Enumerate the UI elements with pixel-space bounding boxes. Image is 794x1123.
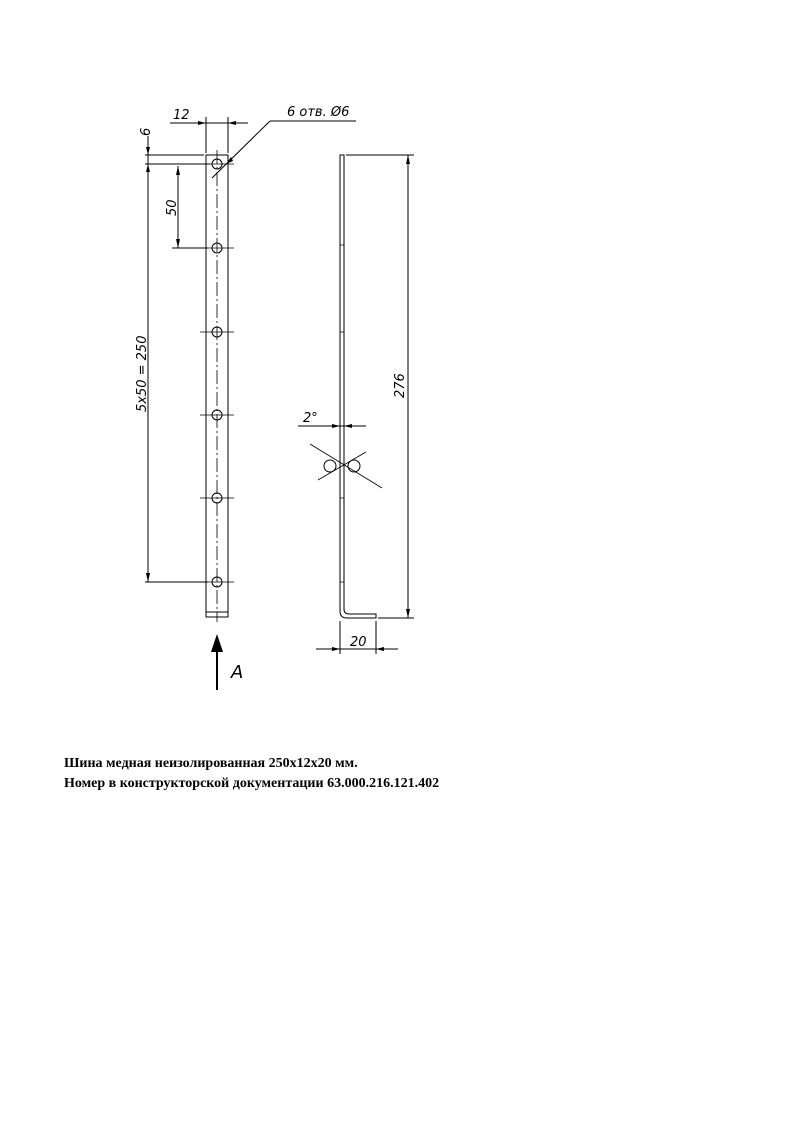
pitch-label: 50 [165, 199, 180, 216]
dimension-total-pitch [145, 164, 208, 582]
length-label: 276 [393, 373, 408, 398]
foot-label: 20 [350, 635, 367, 650]
total-pitch-label: 5x50 = 250 [135, 335, 150, 412]
bar-front-view [206, 150, 228, 622]
holes-leader [212, 121, 356, 178]
caption-doc-number: Номер в конструкторской документации 63.000.216.121.402 [64, 776, 440, 791]
width-label: 12 [173, 108, 190, 123]
top-offset-label: 6 [139, 127, 154, 136]
angle-label: 2° [303, 411, 318, 426]
caption-title: Шина медная неизолированная 250х12х20 мм. [64, 756, 358, 771]
bar-side-view [340, 155, 376, 618]
view-arrow [211, 634, 223, 690]
holes-note-label: 6 отв. Ø6 [287, 105, 350, 120]
view-label: A [231, 662, 244, 683]
